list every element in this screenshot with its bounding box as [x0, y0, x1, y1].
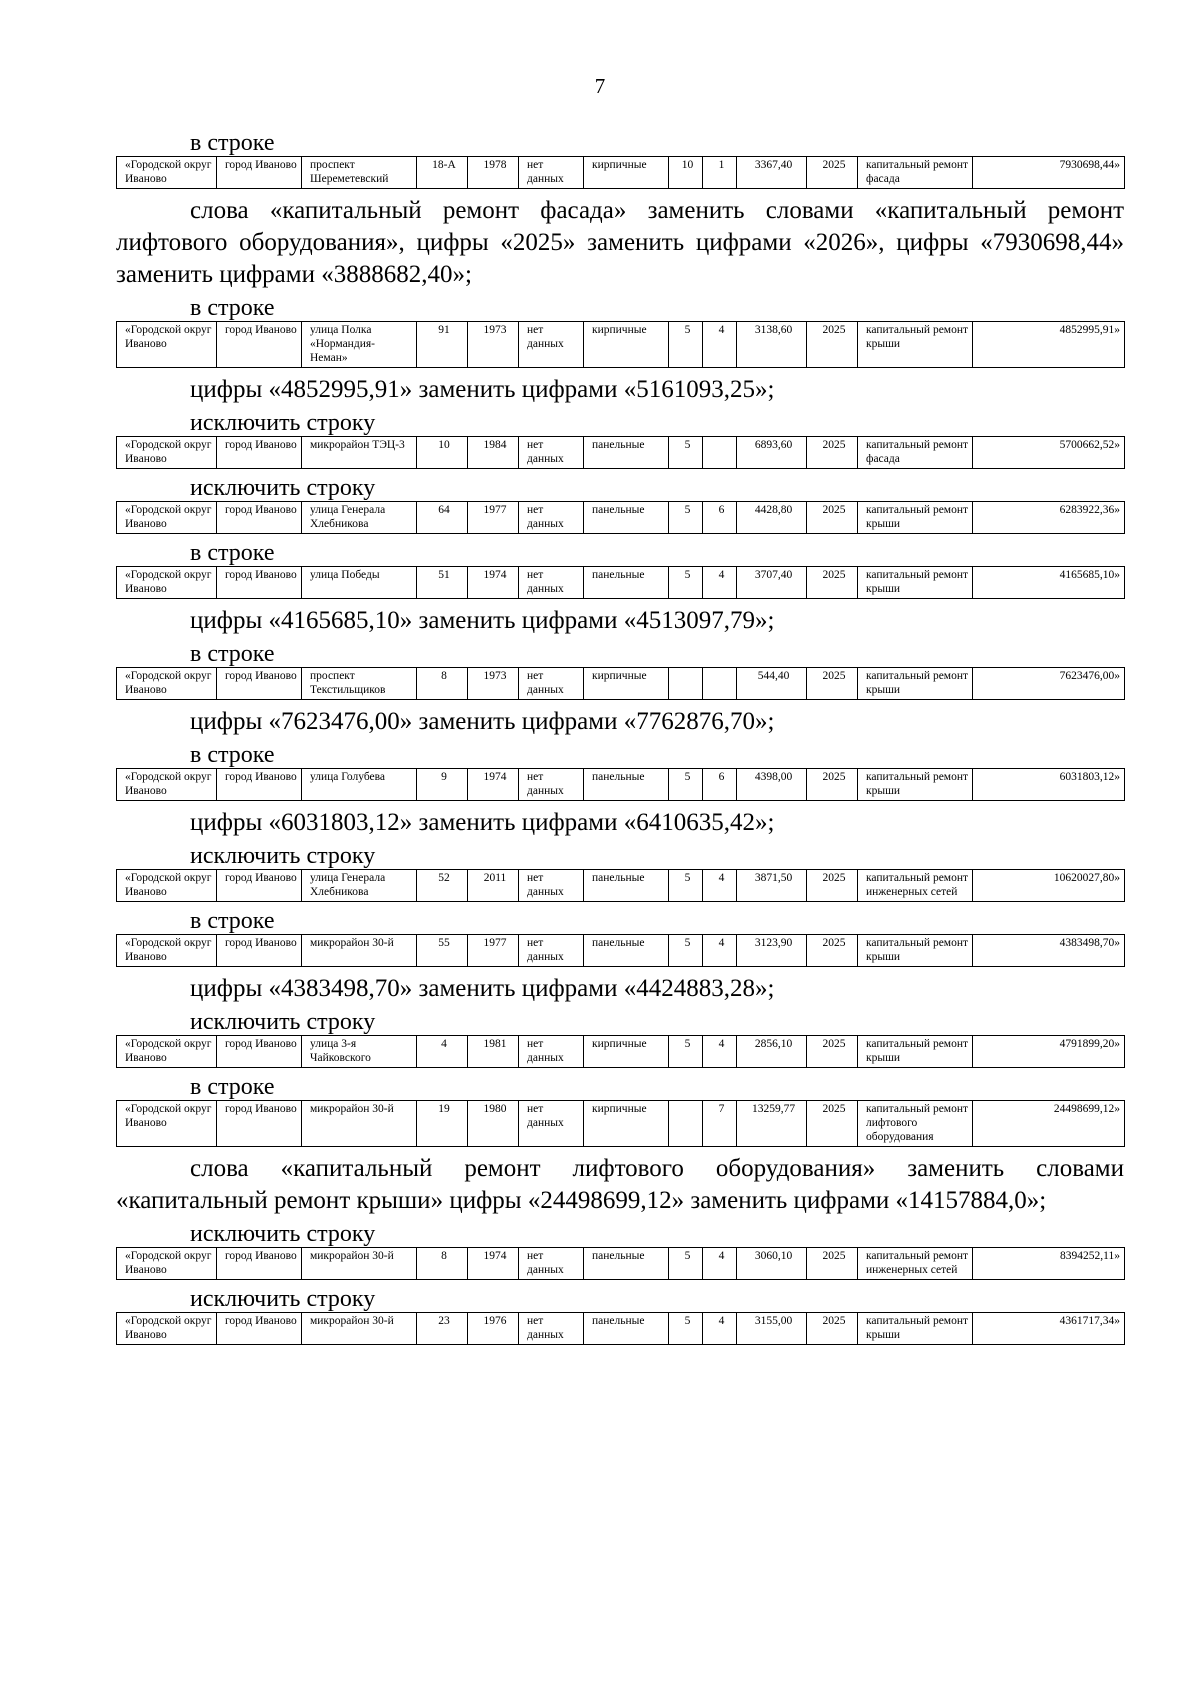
- table-cell: 1980: [468, 1101, 519, 1147]
- table-cell: город Иваново: [217, 567, 302, 599]
- table-cell: 2025: [807, 1313, 858, 1345]
- table-cell: панельные: [584, 935, 669, 967]
- table-cell: город Иваново: [217, 1313, 302, 1345]
- table-cell: 4: [703, 870, 737, 902]
- table-cell: 8394252,11»: [973, 1248, 1125, 1280]
- table-row: [116, 768, 1125, 801]
- table-cell: 24498699,12»: [973, 1101, 1125, 1147]
- table-cell: нет данных: [519, 1313, 584, 1345]
- table-cell: 4: [703, 567, 737, 599]
- table-cell: 4: [703, 1313, 737, 1345]
- table-cell: кирпичные: [584, 322, 669, 368]
- table-cell: 1974: [468, 769, 519, 801]
- table-cell: 5: [669, 502, 703, 534]
- table-cell: 5: [669, 935, 703, 967]
- table-cell: «Городской округ Иваново: [117, 322, 217, 368]
- table-cell: «Городской округ Иваново: [117, 157, 217, 189]
- table-cell: «Городской округ Иваново: [117, 870, 217, 902]
- table-cell: 1978: [468, 157, 519, 189]
- table-cell: капитальный ремонт инженерных сетей: [858, 1248, 973, 1280]
- table-cell: 64: [417, 502, 468, 534]
- table-cell: «Городской округ Иваново: [117, 567, 217, 599]
- table-row: [116, 501, 1125, 534]
- table-cell: 4: [703, 935, 737, 967]
- table-cell: 1: [703, 157, 737, 189]
- table-cell: 2856,10: [737, 1036, 807, 1068]
- table-cell: капитальный ремонт крыши: [858, 1036, 973, 1068]
- table-cell: улица Голубева: [302, 769, 417, 801]
- table-cell: 1977: [468, 502, 519, 534]
- table-cell: 5: [669, 1248, 703, 1280]
- amendment-label: исключить строку: [190, 1009, 376, 1035]
- table-cell: нет данных: [519, 437, 584, 469]
- table-cell: 3123,90: [737, 935, 807, 967]
- table-cell: 4: [703, 1248, 737, 1280]
- table-cell: 3060,10: [737, 1248, 807, 1280]
- table-cell: 4361717,34»: [973, 1313, 1125, 1345]
- table-cell: город Иваново: [217, 157, 302, 189]
- table-cell: 1981: [468, 1036, 519, 1068]
- table-cell: 1976: [468, 1313, 519, 1345]
- table-cell: 6031803,12»: [973, 769, 1125, 801]
- table-cell: 4: [417, 1036, 468, 1068]
- table-cell: [703, 668, 737, 700]
- table-cell: 1973: [468, 322, 519, 368]
- table-cell: 2025: [807, 1248, 858, 1280]
- table-cell: 52: [417, 870, 468, 902]
- table-cell: 10: [417, 437, 468, 469]
- amendment-label: в строке: [190, 540, 275, 566]
- amendment-label: в строке: [190, 742, 275, 768]
- table-cell: город Иваново: [217, 502, 302, 534]
- table-cell: капитальный ремонт фасада: [858, 157, 973, 189]
- table-cell: нет данных: [519, 769, 584, 801]
- table-cell: 4428,80: [737, 502, 807, 534]
- table-cell: 2025: [807, 1101, 858, 1147]
- table-cell: 5700662,52»: [973, 437, 1125, 469]
- table-cell: 1973: [468, 668, 519, 700]
- table-cell: 2011: [468, 870, 519, 902]
- table-cell: 5: [669, 1036, 703, 1068]
- table-cell: 2025: [807, 322, 858, 368]
- table-cell: 10620027,80»: [973, 870, 1125, 902]
- table-cell: нет данных: [519, 502, 584, 534]
- table-cell: 13259,77: [737, 1101, 807, 1147]
- table-cell: нет данных: [519, 567, 584, 599]
- table-cell: 4852995,91»: [973, 322, 1125, 368]
- table-cell: 1974: [468, 567, 519, 599]
- table-cell: 2025: [807, 502, 858, 534]
- table-cell: 1984: [468, 437, 519, 469]
- table-row: [116, 869, 1125, 902]
- table-cell: капитальный ремонт крыши: [858, 935, 973, 967]
- table-row: [116, 1035, 1125, 1068]
- table-cell: 5: [669, 870, 703, 902]
- table-cell: нет данных: [519, 870, 584, 902]
- table-cell: 4165685,10»: [973, 567, 1125, 599]
- table-cell: 4: [703, 1036, 737, 1068]
- table-cell: 5: [669, 437, 703, 469]
- table-row: [116, 1247, 1125, 1280]
- table-cell: город Иваново: [217, 437, 302, 469]
- amendment-text: цифры «4383498,70» заменить цифрами «4424883,28»;: [190, 975, 775, 1002]
- amendment-label: исключить строку: [190, 475, 376, 501]
- table-cell: «Городской округ Иваново: [117, 502, 217, 534]
- table-cell: кирпичные: [584, 668, 669, 700]
- table-cell: панельные: [584, 1313, 669, 1345]
- table-cell: 3871,50: [737, 870, 807, 902]
- table-cell: 7623476,00»: [973, 668, 1125, 700]
- table-cell: микрорайон 30-й: [302, 1248, 417, 1280]
- table-cell: 8: [417, 1248, 468, 1280]
- table-cell: панельные: [584, 437, 669, 469]
- table-cell: капитальный ремонт крыши: [858, 502, 973, 534]
- amendment-label: в строке: [190, 641, 275, 667]
- table-row: [116, 934, 1125, 967]
- table-cell: 2025: [807, 1036, 858, 1068]
- table-cell: капитальный ремонт крыши: [858, 769, 973, 801]
- table-cell: капитальный ремонт крыши: [858, 322, 973, 368]
- table-cell: 7: [703, 1101, 737, 1147]
- table-cell: 10: [669, 157, 703, 189]
- table-cell: 4791899,20»: [973, 1036, 1125, 1068]
- table-cell: 5: [669, 322, 703, 368]
- amendment-label: в строке: [190, 1074, 275, 1100]
- table-cell: 5: [669, 567, 703, 599]
- table-cell: проспект Шереметевский: [302, 157, 417, 189]
- table-cell: город Иваново: [217, 1248, 302, 1280]
- table-row: [116, 436, 1125, 469]
- amendment-text: цифры «4165685,10» заменить цифрами «4513097,79»;: [190, 607, 775, 634]
- table-cell: панельные: [584, 1248, 669, 1280]
- table-cell: 6283922,36»: [973, 502, 1125, 534]
- amendment-label: исключить строку: [190, 1221, 376, 1247]
- table-cell: город Иваново: [217, 1101, 302, 1147]
- amendment-text: цифры «6031803,12» заменить цифрами «6410635,42»;: [190, 809, 775, 836]
- table-cell: [669, 1101, 703, 1147]
- table-cell: «Городской округ Иваново: [117, 1248, 217, 1280]
- table-cell: микрорайон 30-й: [302, 1313, 417, 1345]
- table-cell: 7930698,44»: [973, 157, 1125, 189]
- table-cell: 4: [703, 322, 737, 368]
- page-number: 7: [594, 74, 606, 98]
- table-cell: кирпичные: [584, 1036, 669, 1068]
- table-cell: 8: [417, 668, 468, 700]
- table-cell: нет данных: [519, 935, 584, 967]
- table-cell: панельные: [584, 502, 669, 534]
- table-cell: 3707,40: [737, 567, 807, 599]
- table-cell: микрорайон 30-й: [302, 1101, 417, 1147]
- table-cell: «Городской округ Иваново: [117, 668, 217, 700]
- table-cell: город Иваново: [217, 769, 302, 801]
- table-cell: капитальный ремонт инженерных сетей: [858, 870, 973, 902]
- amendment-text: слова «капитальный ремонт фасада» заменить словами «капитальный ремонт лифтового оборудования», цифры «2025» заменить цифрами «2026», цифры «7930698,44» заменить цифрами «3888682,40»;: [116, 197, 1124, 288]
- table-cell: «Городской округ Иваново: [117, 1036, 217, 1068]
- table-cell: улица 3-я Чайковского: [302, 1036, 417, 1068]
- table-cell: 4398,00: [737, 769, 807, 801]
- amendment-text: цифры «4852995,91» заменить цифрами «5161093,25»;: [190, 376, 775, 403]
- table-cell: нет данных: [519, 1248, 584, 1280]
- table-cell: улица Победы: [302, 567, 417, 599]
- table-cell: нет данных: [519, 1036, 584, 1068]
- table-cell: панельные: [584, 769, 669, 801]
- table-cell: капитальный ремонт крыши: [858, 668, 973, 700]
- table-row: [116, 1100, 1125, 1147]
- amendment-label: исключить строку: [190, 843, 376, 869]
- table-cell: город Иваново: [217, 668, 302, 700]
- amendment-text: цифры «7623476,00» заменить цифрами «7762876,70»;: [190, 708, 775, 735]
- table-cell: 2025: [807, 769, 858, 801]
- table-cell: 2025: [807, 157, 858, 189]
- table-row: [116, 566, 1125, 599]
- amendment-label: в строке: [190, 295, 275, 321]
- table-cell: 3367,40: [737, 157, 807, 189]
- table-cell: город Иваново: [217, 935, 302, 967]
- table-cell: проспект Текстильщиков: [302, 668, 417, 700]
- table-cell: «Городской округ Иваново: [117, 769, 217, 801]
- table-cell: панельные: [584, 870, 669, 902]
- amendment-label: исключить строку: [190, 410, 376, 436]
- table-cell: улица Генерала Хлебникова: [302, 870, 417, 902]
- table-cell: [669, 668, 703, 700]
- document-body: [116, 130, 1124, 1351]
- table-cell: 544,40: [737, 668, 807, 700]
- table-cell: панельные: [584, 567, 669, 599]
- amendment-label: в строке: [190, 130, 275, 156]
- table-cell: капитальный ремонт лифтового оборудования: [858, 1101, 973, 1147]
- table-cell: 2025: [807, 437, 858, 469]
- table-cell: 6: [703, 502, 737, 534]
- table-cell: микрорайон 30-й: [302, 935, 417, 967]
- table-cell: улица Полка «Нормандия-Неман»: [302, 322, 417, 368]
- table-cell: «Городской округ Иваново: [117, 437, 217, 469]
- table-cell: 4383498,70»: [973, 935, 1125, 967]
- table-cell: капитальный ремонт крыши: [858, 567, 973, 599]
- table-row: [116, 156, 1125, 189]
- table-cell: 1974: [468, 1248, 519, 1280]
- table-cell: «Городской округ Иваново: [117, 935, 217, 967]
- table-cell: 2025: [807, 567, 858, 599]
- table-cell: 91: [417, 322, 468, 368]
- table-cell: нет данных: [519, 1101, 584, 1147]
- table-cell: 18-А: [417, 157, 468, 189]
- table-cell: капитальный ремонт крыши: [858, 1313, 973, 1345]
- table-row: [116, 321, 1125, 368]
- table-cell: 3155,00: [737, 1313, 807, 1345]
- table-cell: капитальный ремонт фасада: [858, 437, 973, 469]
- table-cell: 3138,60: [737, 322, 807, 368]
- table-cell: 5: [669, 769, 703, 801]
- table-cell: 55: [417, 935, 468, 967]
- table-cell: нет данных: [519, 322, 584, 368]
- table-cell: нет данных: [519, 668, 584, 700]
- table-cell: город Иваново: [217, 1036, 302, 1068]
- table-cell: микрорайон ТЭЦ-3: [302, 437, 417, 469]
- table-cell: нет данных: [519, 157, 584, 189]
- table-cell: 1977: [468, 935, 519, 967]
- table-cell: «Городской округ Иваново: [117, 1313, 217, 1345]
- table-cell: 19: [417, 1101, 468, 1147]
- table-cell: улица Генерала Хлебникова: [302, 502, 417, 534]
- table-cell: 9: [417, 769, 468, 801]
- table-row: [116, 667, 1125, 700]
- table-row: [116, 1312, 1125, 1345]
- table-cell: 5: [669, 1313, 703, 1345]
- table-cell: 2025: [807, 870, 858, 902]
- table-cell: 6893,60: [737, 437, 807, 469]
- table-cell: кирпичные: [584, 1101, 669, 1147]
- amendment-label: исключить строку: [190, 1286, 376, 1312]
- amendment-label: в строке: [190, 908, 275, 934]
- table-cell: город Иваново: [217, 322, 302, 368]
- table-cell: [703, 437, 737, 469]
- amendment-text: слова «капитальный ремонт лифтового оборудования» заменить словами «капитальный ремонт крыши» цифры «24498699,12» заменить цифрами «14157884,0»;: [116, 1155, 1124, 1214]
- table-cell: 6: [703, 769, 737, 801]
- table-cell: город Иваново: [217, 870, 302, 902]
- table-cell: 2025: [807, 668, 858, 700]
- table-cell: 2025: [807, 935, 858, 967]
- table-cell: 51: [417, 567, 468, 599]
- table-cell: 23: [417, 1313, 468, 1345]
- table-cell: «Городской округ Иваново: [117, 1101, 217, 1147]
- table-cell: кирпичные: [584, 157, 669, 189]
